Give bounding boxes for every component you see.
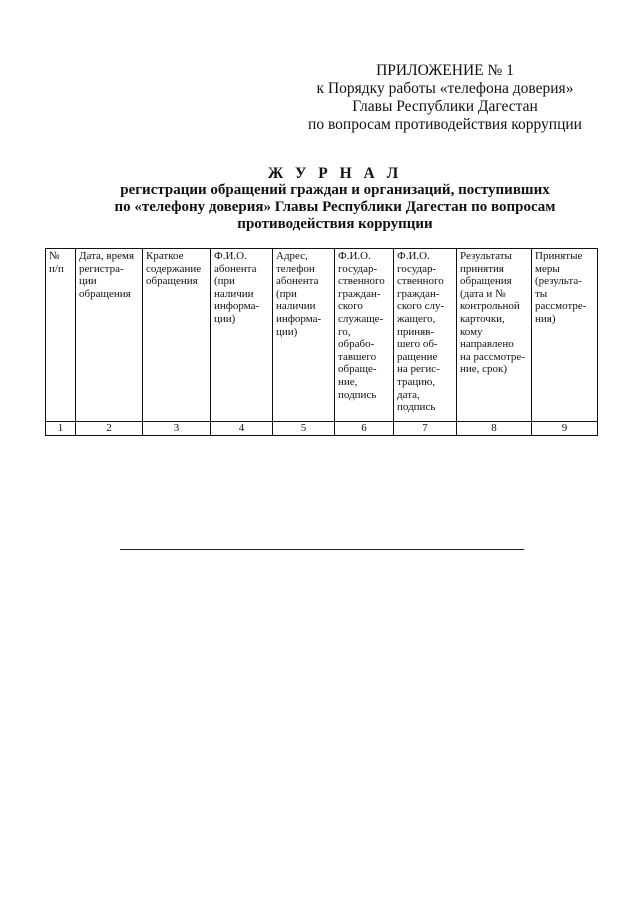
header-processing-officer: Ф.И.О. государ- ственного граждан- ского служаще- го, обрабо- тавшего обраще- ние, подпись xyxy=(335,249,394,422)
header-registering-officer: Ф.И.О. государ- ственного граждан- ского слу- жащего, приняв- шего об- ращение на регис- трацию, дата, подпись xyxy=(394,249,457,422)
column-number: 3 xyxy=(143,422,211,436)
appendix-line: к Порядку работы «телефона доверия» xyxy=(316,80,574,97)
journal-subtitle-line: противодействия коррупции xyxy=(237,216,433,232)
column-number: 4 xyxy=(211,422,273,436)
journal-subtitle-line: по «телефону доверия» Главы Республики Дагестан по вопросам xyxy=(114,199,556,215)
column-number: 6 xyxy=(335,422,394,436)
appendix-title: ПРИЛОЖЕНИЕ № 1 xyxy=(376,62,514,79)
column-number-row xyxy=(46,422,598,436)
registration-table xyxy=(45,248,598,436)
appendix-header xyxy=(300,62,590,134)
header-summary: Краткое содержание обращения xyxy=(143,249,211,422)
journal-subtitle-line: регистрации обращений граждан и организаций, поступивших xyxy=(120,182,550,198)
header-caller-address: Адрес, телефон абонента (при наличии информа- ции) xyxy=(273,249,335,422)
journal-title xyxy=(60,165,610,233)
column-number: 8 xyxy=(457,422,532,436)
header-results: Результаты принятия обращения (дата и № контрольной карточки, кому направлено на рассмотре- ние, срок) xyxy=(457,249,532,422)
column-number: 2 xyxy=(76,422,143,436)
appendix-line: по вопросам противодействия коррупции xyxy=(308,116,582,133)
journal-word: Ж У Р Н А Л xyxy=(267,165,403,182)
column-number: 7 xyxy=(394,422,457,436)
header-caller-name: Ф.И.О. абонента (при наличии информа- ции) xyxy=(211,249,273,422)
closing-rule xyxy=(120,549,524,550)
table-header-row xyxy=(46,249,598,422)
column-number: 5 xyxy=(273,422,335,436)
appendix-line: Главы Республики Дагестан xyxy=(352,98,538,115)
column-number: 1 xyxy=(46,422,76,436)
header-registration-date: Дата, время регистра- ции обращения xyxy=(76,249,143,422)
header-number: № п/п xyxy=(46,249,76,422)
column-number: 9 xyxy=(532,422,598,436)
header-measures: Принятые меры (результа- ты рассмотре- ния) xyxy=(532,249,598,422)
